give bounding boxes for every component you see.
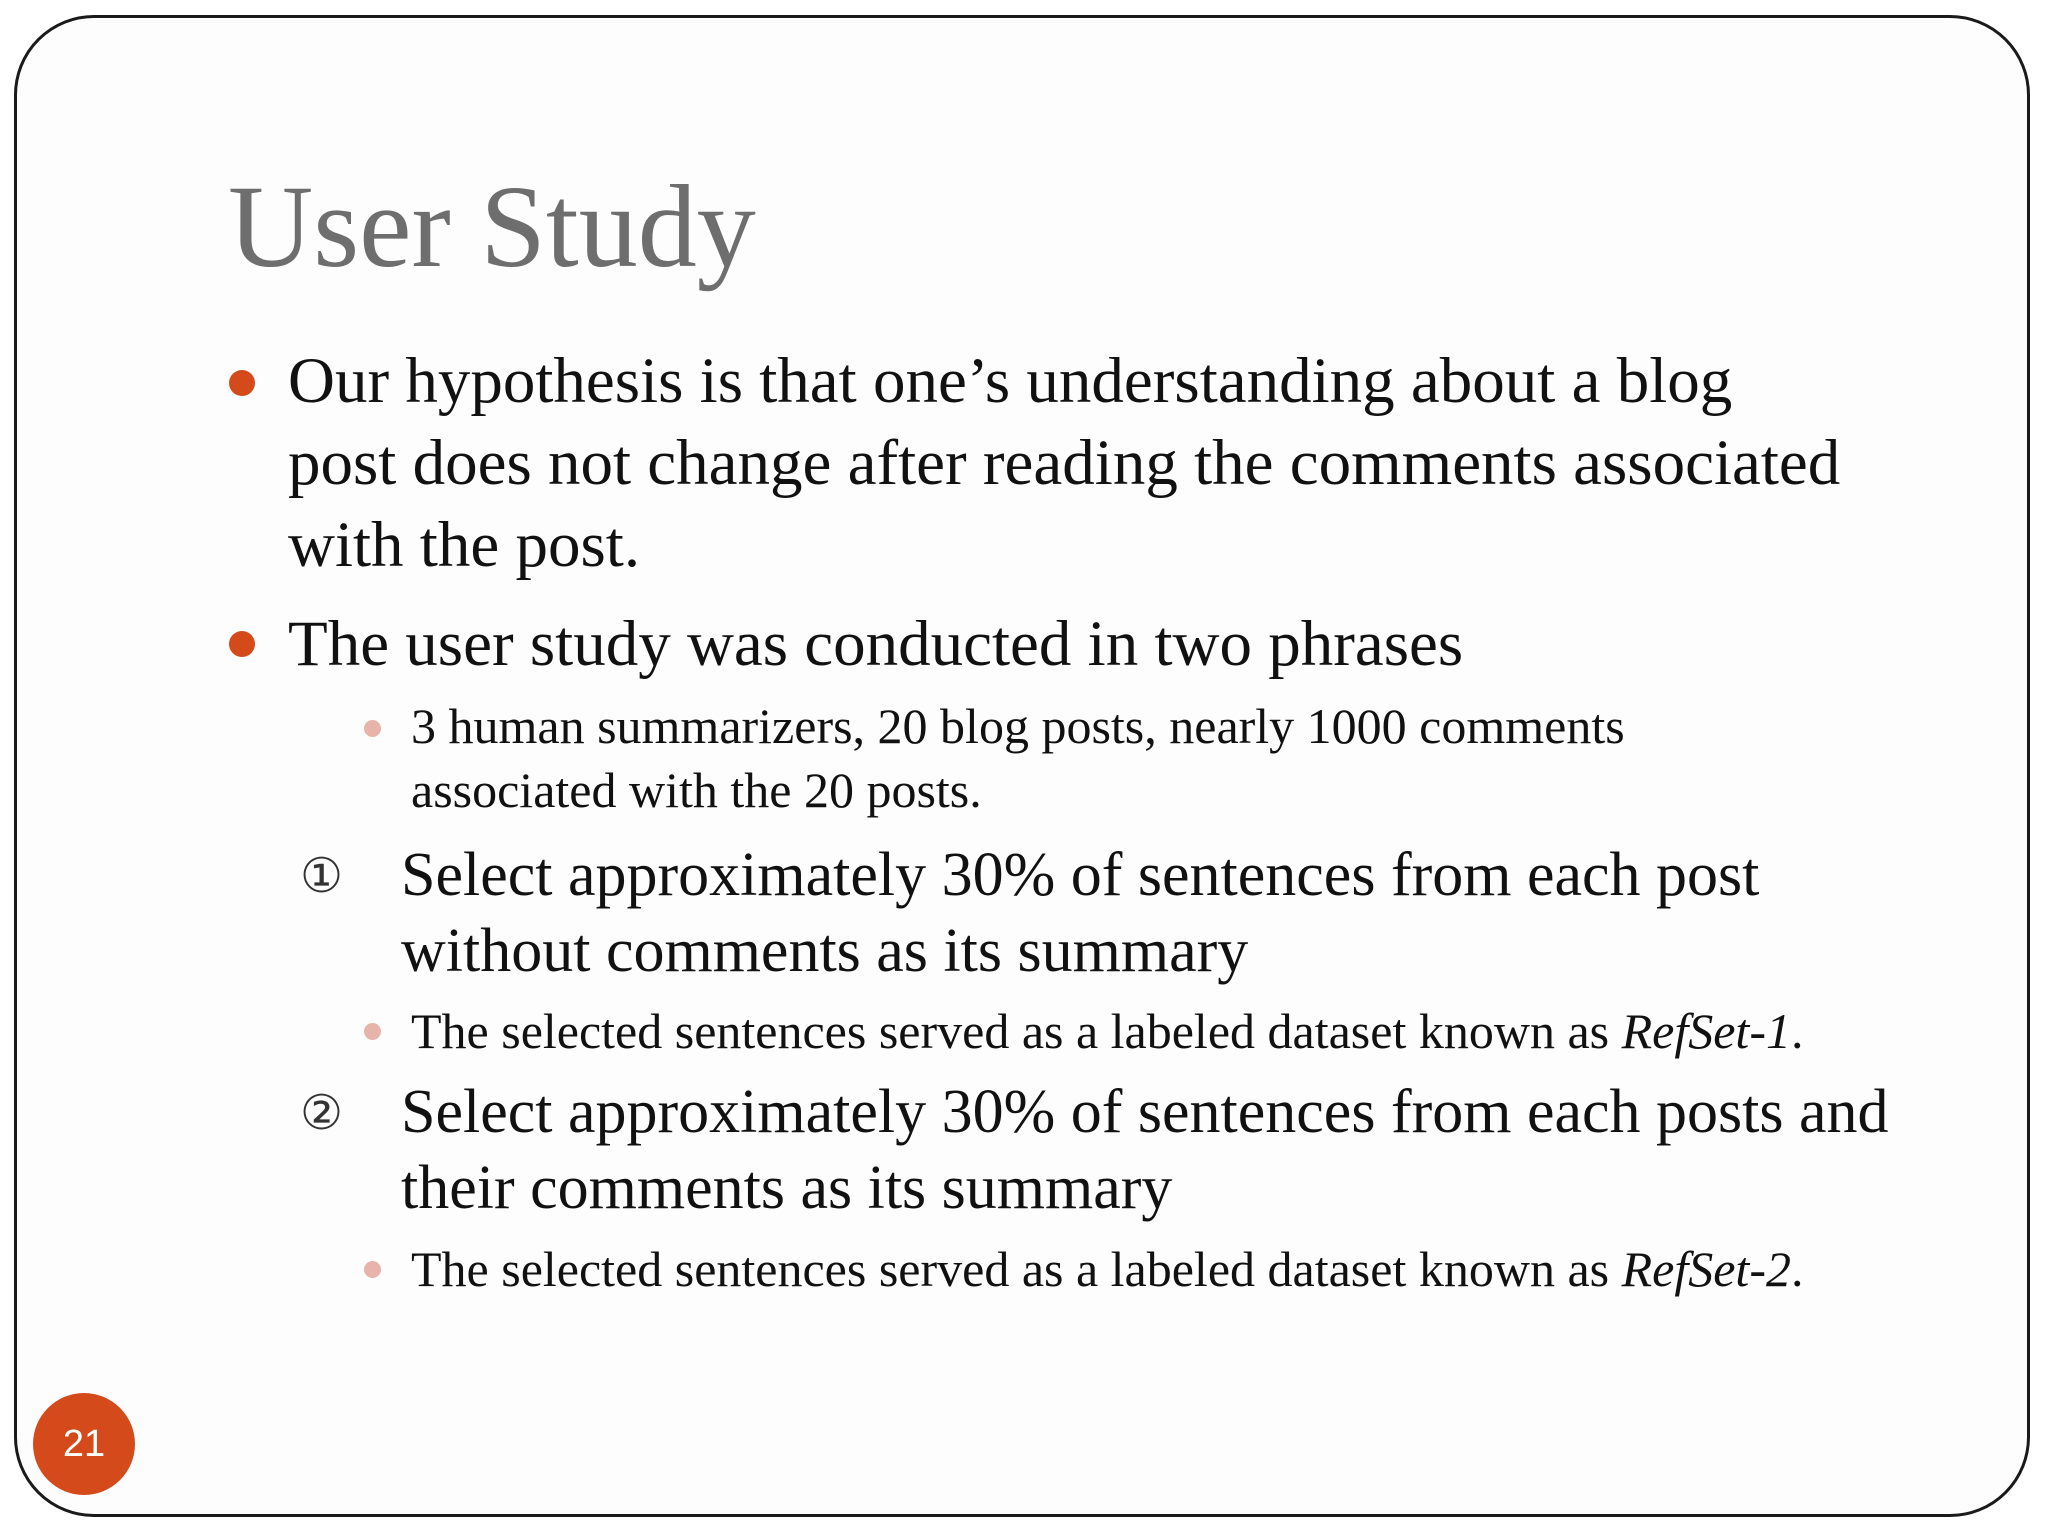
bullet-line: post does not change after reading the comments associated xyxy=(288,427,1841,499)
step-line: their comments as its summary xyxy=(401,1154,1173,1222)
step-marker-2: ② xyxy=(300,1087,344,1140)
note-period: . xyxy=(1790,1241,1804,1297)
sub-bullet-dot xyxy=(364,1023,381,1040)
bullet-line: Our hypothesis is that one’s understanding about a blog xyxy=(288,345,1733,417)
bullet-dot xyxy=(229,370,255,396)
refset-label: RefSet-2 xyxy=(1621,1241,1791,1297)
refset-label: RefSet-1 xyxy=(1621,1003,1791,1059)
step-line: Select approximately 30% of sentences from each posts and xyxy=(401,1078,1889,1146)
page-number-badge: 21 xyxy=(33,1393,135,1495)
step-2-note xyxy=(411,1237,1803,1301)
step-1-note xyxy=(411,999,1803,1063)
step-marker-1: ① xyxy=(300,850,344,903)
sub-bullet-line: 3 human summarizers, 20 blog posts, nearly 1000 comments xyxy=(411,698,1625,754)
note-text: The selected sentences served as a labeled dataset known as xyxy=(411,1003,1622,1059)
note-text: The selected sentences served as a labeled dataset known as xyxy=(411,1241,1622,1297)
bullet-dot xyxy=(229,631,255,657)
step-1-text xyxy=(401,837,1759,989)
note-period: . xyxy=(1790,1003,1804,1059)
sub-bullet-summarizers xyxy=(411,694,1625,822)
sub-bullet-dot xyxy=(364,720,381,737)
bullet-line: with the post. xyxy=(288,509,641,581)
bullet-user-study: The user study was conducted in two phrases xyxy=(288,608,1464,680)
sub-bullet-line: associated with the 20 posts. xyxy=(411,762,982,818)
step-line: Select approximately 30% of sentences from each post xyxy=(401,841,1760,909)
sub-bullet-dot xyxy=(364,1261,381,1278)
step-line: without comments as its summary xyxy=(401,917,1249,985)
bullet-hypothesis xyxy=(288,340,1840,586)
slide-title: User Study xyxy=(228,161,756,292)
step-2-text xyxy=(401,1074,1889,1226)
